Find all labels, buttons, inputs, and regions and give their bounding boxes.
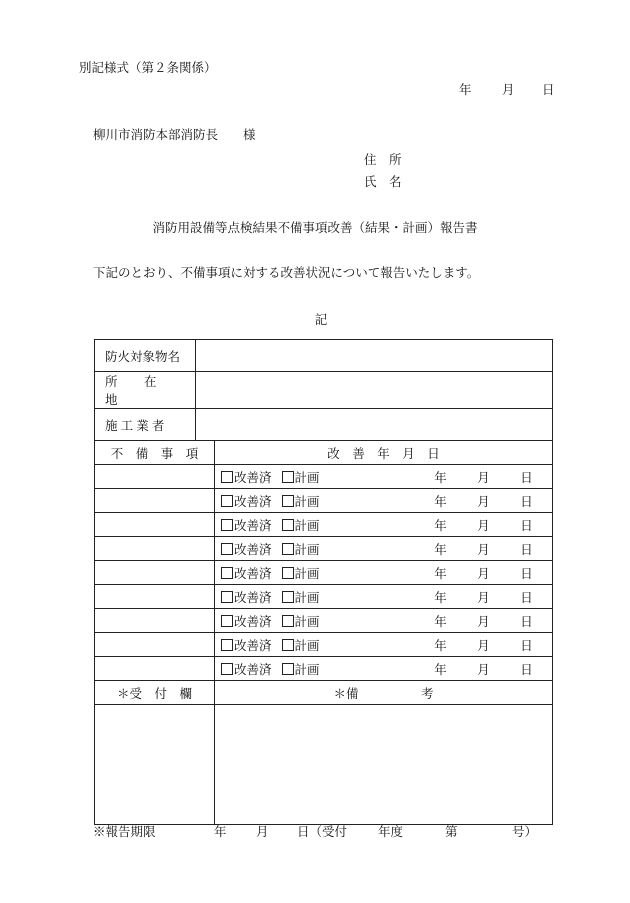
improve-day: 日	[520, 661, 533, 677]
label-location-text: 所 在 地	[105, 374, 168, 407]
improve-day: 日	[520, 613, 533, 629]
form-id: 別記様式（第２条関係）	[79, 60, 217, 75]
improvement-cell	[215, 633, 553, 657]
improve-day: 日	[520, 637, 533, 653]
deficiency-header: 不 備 事 項	[95, 441, 215, 465]
label-contractor	[95, 409, 196, 441]
fiscal-year: 年度	[378, 824, 404, 839]
plan-checkbox[interactable]	[282, 471, 294, 483]
report-table	[94, 339, 553, 825]
deficiency-cell[interactable]	[95, 657, 215, 681]
improve-day: 日	[520, 517, 533, 533]
plan-label: 計画	[294, 541, 320, 557]
improvement-cell	[215, 489, 553, 513]
improvement-cell	[215, 657, 553, 681]
done-label: 改善済	[234, 517, 272, 533]
plan-label: 計画	[294, 517, 320, 533]
plan-checkbox[interactable]	[282, 543, 294, 555]
plan-checkbox[interactable]	[282, 615, 294, 627]
done-checkbox[interactable]	[221, 663, 233, 675]
improve-month: 月	[477, 661, 490, 677]
done-checkbox[interactable]	[221, 543, 233, 555]
report-title: 消防用設備等点検結果不備事項改善（結果・計画）報告書	[152, 220, 478, 235]
label-contractor-text: 施工業者	[105, 417, 168, 433]
sender-address: 住 所	[364, 152, 402, 167]
improve-day: 日	[520, 589, 533, 605]
plan-checkbox[interactable]	[282, 663, 294, 675]
done-checkbox[interactable]	[221, 495, 233, 507]
remarks-area[interactable]	[215, 705, 553, 825]
improve-month: 月	[477, 493, 490, 509]
improvement-cell	[215, 465, 553, 489]
plan-label: 計画	[294, 565, 320, 581]
deadline-day: 日（受付	[297, 824, 348, 839]
plan-label: 計画	[294, 589, 320, 605]
done-checkbox[interactable]	[221, 615, 233, 627]
date-year: 年	[459, 82, 472, 97]
number-suffix: 号）	[512, 824, 538, 839]
intro-text: 下記のとおり、不備事項に対する改善状況について報告いたします。	[93, 265, 480, 280]
deadline-month: 月	[256, 824, 269, 839]
improvement-cell	[215, 609, 553, 633]
improve-year: 年	[434, 637, 447, 653]
improve-year: 年	[434, 541, 447, 557]
deficiency-cell[interactable]	[95, 633, 215, 657]
done-checkbox[interactable]	[221, 519, 233, 531]
improve-year: 年	[434, 469, 447, 485]
improve-month: 月	[477, 469, 490, 485]
plan-checkbox[interactable]	[282, 519, 294, 531]
deficiency-cell[interactable]	[95, 537, 215, 561]
plan-label: 計画	[294, 661, 320, 677]
improve-day: 日	[520, 565, 533, 581]
date-month: 月	[502, 82, 515, 97]
deadline-year: 年	[214, 824, 227, 839]
deficiency-cell[interactable]	[95, 465, 215, 489]
improvement-cell	[215, 513, 553, 537]
improve-month: 月	[477, 589, 490, 605]
label-location	[95, 372, 196, 409]
field-property-name[interactable]	[196, 340, 553, 372]
deficiency-cell[interactable]	[95, 561, 215, 585]
improve-year: 年	[434, 589, 447, 605]
done-label: 改善済	[234, 589, 272, 605]
improvement-header: 改 善 年 月 日	[215, 441, 553, 465]
improve-month: 月	[477, 541, 490, 557]
improve-year: 年	[434, 661, 447, 677]
improvement-cell	[215, 537, 553, 561]
improve-day: 日	[520, 541, 533, 557]
improve-day: 日	[520, 493, 533, 509]
label-property-name: 防火対象物名	[95, 340, 196, 372]
improve-month: 月	[477, 613, 490, 629]
done-label: 改善済	[234, 637, 272, 653]
done-checkbox[interactable]	[221, 639, 233, 651]
reception-area[interactable]	[95, 705, 215, 825]
deadline-label: ※報告期限	[93, 824, 156, 839]
plan-label: 計画	[294, 493, 320, 509]
done-label: 改善済	[234, 613, 272, 629]
improve-year: 年	[434, 613, 447, 629]
plan-label: 計画	[294, 469, 320, 485]
remarks-header: ＊備 考	[215, 681, 553, 705]
ki-label: 記	[314, 312, 328, 327]
done-label: 改善済	[234, 661, 272, 677]
plan-checkbox[interactable]	[282, 495, 294, 507]
improve-month: 月	[477, 517, 490, 533]
improve-day: 日	[520, 469, 533, 485]
improve-year: 年	[434, 565, 447, 581]
improvement-cell	[215, 561, 553, 585]
plan-checkbox[interactable]	[282, 639, 294, 651]
number-prefix: 第	[445, 824, 458, 839]
plan-checkbox[interactable]	[282, 567, 294, 579]
improve-month: 月	[477, 565, 490, 581]
field-location[interactable]	[196, 372, 553, 409]
deficiency-cell[interactable]	[95, 513, 215, 537]
reception-header: ＊受 付 欄	[95, 681, 215, 705]
date-day: 日	[542, 82, 555, 97]
addressee: 柳川市消防本部消防長 様	[93, 127, 256, 142]
improvement-cell	[215, 585, 553, 609]
improve-month: 月	[477, 637, 490, 653]
field-contractor[interactable]	[196, 409, 553, 441]
deficiency-cell[interactable]	[95, 585, 215, 609]
done-checkbox[interactable]	[221, 471, 233, 483]
improve-year: 年	[434, 517, 447, 533]
improve-year: 年	[434, 493, 447, 509]
done-checkbox[interactable]	[221, 591, 233, 603]
sender-name: 氏 名	[364, 174, 402, 189]
plan-label: 計画	[294, 637, 320, 653]
done-label: 改善済	[234, 469, 272, 485]
deficiency-cell[interactable]	[95, 609, 215, 633]
done-label: 改善済	[234, 493, 272, 509]
plan-checkbox[interactable]	[282, 591, 294, 603]
done-label: 改善済	[234, 541, 272, 557]
done-checkbox[interactable]	[221, 567, 233, 579]
done-label: 改善済	[234, 565, 272, 581]
deficiency-cell[interactable]	[95, 489, 215, 513]
plan-label: 計画	[294, 613, 320, 629]
